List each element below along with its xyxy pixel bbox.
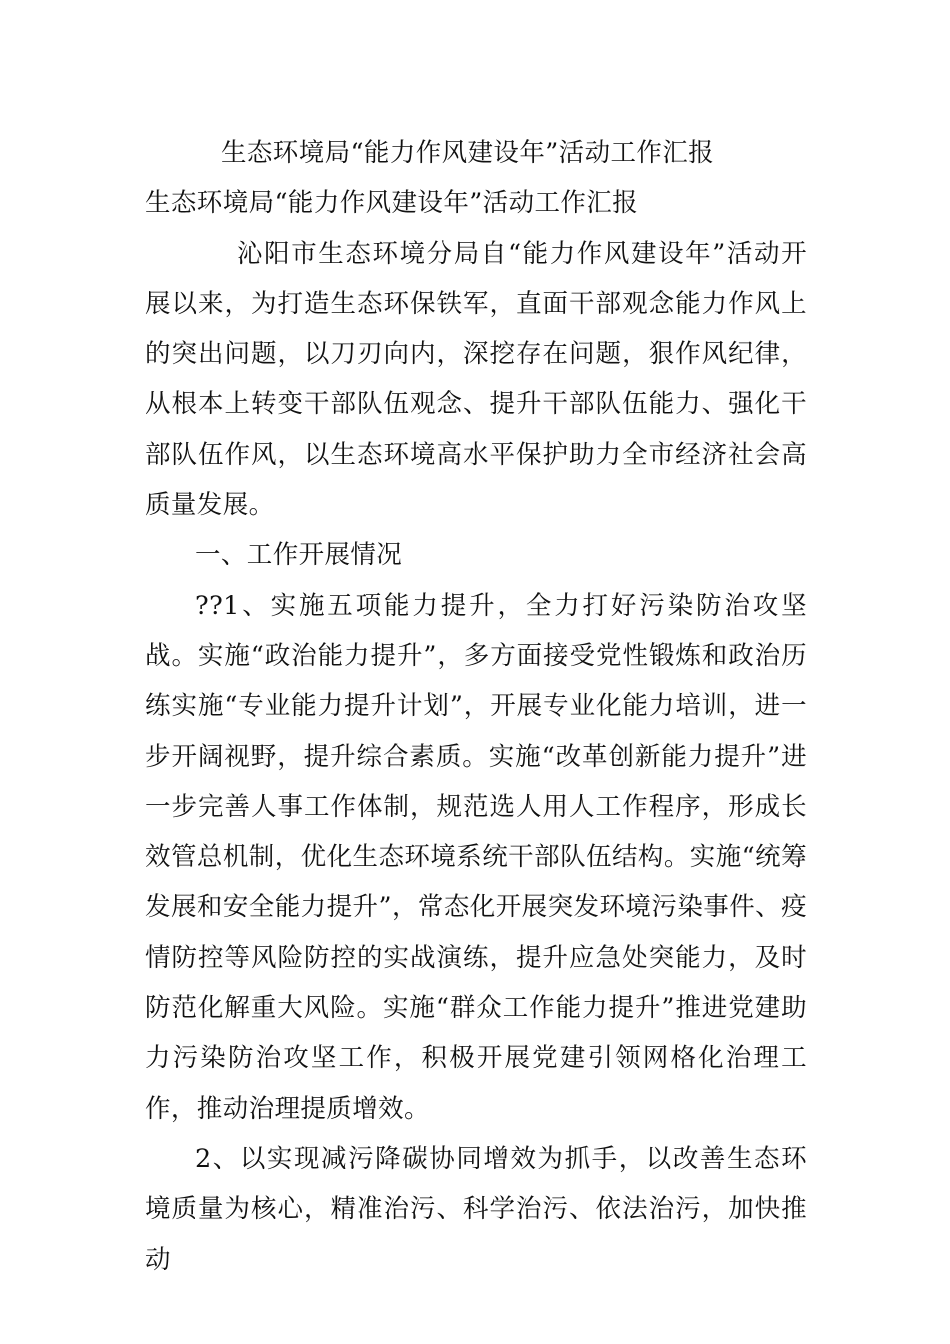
intro-paragraph: 沁阳市生态环境分局自“能力作风建设年”活动开展以来，为打造生态环保铁军，直面干部观念能力作风上的突出问题，以刀刃向内，深挖存在问题，狠作风纪律，从根本上转变干部队伍观念、提升干部队伍能力、强化干部队伍作风，以生态环境高水平保护助力全市经济社会高质量发展。 xyxy=(145,238,807,521)
item-1-paragraph: ??1、实施五项能力提升，全力打好污染防治攻坚战。实施“政治能力提升”，多方面接受党性锻炼和政治历练实施“专业能力提升计划”，开展专业化能力培训，进一步开阔视野，提升综合素质。实施“改革创新能力提升”进一步完善人事工作体制，规范选人用人工作程序，形成长效管总机制，优化生态环境系统干部队伍结构。实施“统筹发展和安全能力提升”，常态化开展突发环境污染事件、疫情防控等风险防控的实战演练，提升应急处突能力，及时防范化解重大风险。实施“群众工作能力提升”推进党建助力污染防治攻坚工作，积极开展党建引领网格化治理工作，推动治理提质增效。 xyxy=(145,590,807,1124)
item-2-paragraph: 2、以实现减污降碳协同增效为抓手，以改善生态环境质量为核心，精准治污、科学治污、依法治污，加快推动 xyxy=(145,1143,807,1275)
document-title-repeat: 生态环境局“能力作风建设年”活动工作汇报 xyxy=(145,188,639,219)
document-body xyxy=(145,128,807,1285)
document-title: 生态环境局“能力作风建设年”活动工作汇报 xyxy=(221,138,715,168)
section-heading: 一、工作开展情况 xyxy=(195,540,403,571)
